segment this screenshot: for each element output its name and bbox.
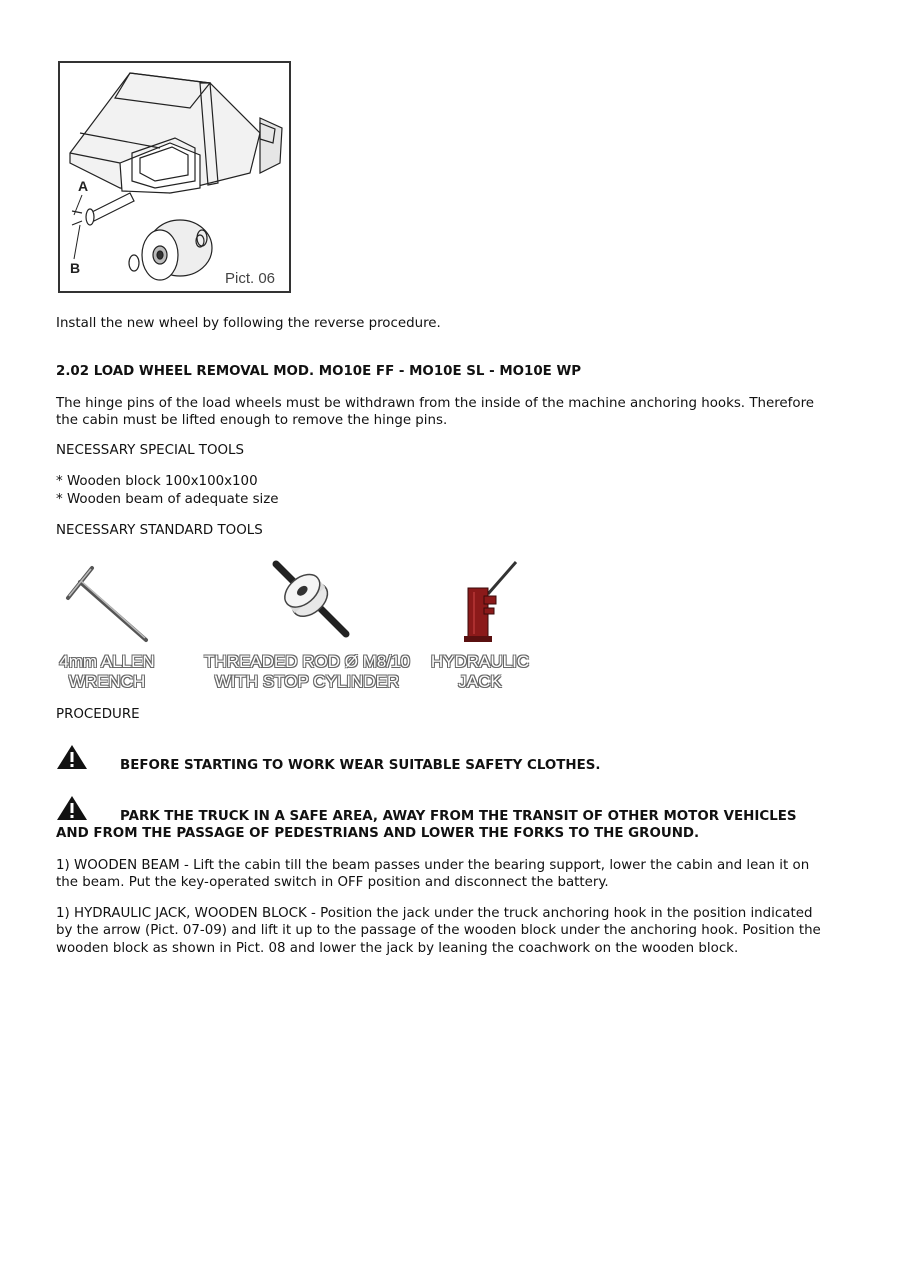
figure-caption: Pict. 06 xyxy=(225,270,276,287)
warning-icon xyxy=(56,744,88,770)
intro-line-2: the cabin must be lifted enough to remove the hinge pins. xyxy=(56,413,448,428)
warning-2-line-2: AND FROM THE PASSAGE OF PEDESTRIANS AND LOWER THE FORKS TO THE GROUND. xyxy=(56,826,700,841)
figure-pict-06 xyxy=(58,61,291,293)
warning-1: BEFORE STARTING TO WORK WEAR SUITABLE SAFETY CLOTHES. xyxy=(120,758,601,773)
procedure-heading: PROCEDURE xyxy=(56,707,140,722)
threaded-rod-icon xyxy=(266,558,356,640)
warning-2-line-1: PARK THE TRUCK IN A SAFE AREA, AWAY FROM THE TRANSIT OF OTHER MOTOR VEHICLES xyxy=(120,809,797,824)
tool-caption-line: WITH STOP CYLINDER xyxy=(214,672,400,691)
label-b: B xyxy=(70,260,81,276)
label-a: A xyxy=(78,178,89,194)
tool-caption-line: HYDRAULIC xyxy=(430,652,530,671)
standard-tools-heading: NECESSARY STANDARD TOOLS xyxy=(56,523,263,538)
step-2-line-3: wooden block as shown in Pict. 08 and lower the jack by leaning the coachwork on the wooden block. xyxy=(56,941,739,956)
tool-caption-allen-wrench xyxy=(48,652,166,692)
special-tools-heading: NECESSARY SPECIAL TOOLS xyxy=(56,443,245,458)
step-2-line-1: 1) HYDRAULIC JACK, WOODEN BLOCK - Position the jack under the truck anchoring hook in the position indicated xyxy=(56,906,813,921)
special-tool-item: * Wooden block 100x100x100 xyxy=(56,474,258,489)
tool-caption-line: WRENCH xyxy=(68,672,146,691)
tool-caption-threaded-rod xyxy=(196,652,418,692)
allen-wrench-icon xyxy=(62,560,156,648)
wheel-assembly-drawing xyxy=(60,63,289,291)
step-1-line-1: 1) WOODEN BEAM - Lift the cabin till the beam passes under the bearing support, lower the cabin and lean it on xyxy=(56,858,810,873)
tool-caption-line: THREADED ROD Ø M8/10 xyxy=(204,652,410,671)
step-2-line-2: by the arrow (Pict. 07-09) and lift it up to the passage of the wooden block under the anchoring hook. Position the xyxy=(56,923,821,938)
intro-line-1: The hinge pins of the load wheels must be withdrawn from the inside of the machine anchoring hooks. Therefore xyxy=(56,396,815,411)
tool-caption-line: 4mm ALLEN xyxy=(59,652,155,671)
section-title: 2.02 LOAD WHEEL REMOVAL MOD. MO10E FF - MO10E SL - MO10E WP xyxy=(56,364,582,379)
tool-caption-line: JACK xyxy=(458,672,502,691)
warning-icon xyxy=(56,795,88,821)
hydraulic-jack-icon xyxy=(454,558,524,644)
step-1-line-2: the beam. Put the key-operated switch in OFF position and disconnect the battery. xyxy=(56,875,609,890)
special-tool-item: * Wooden beam of adequate size xyxy=(56,492,279,507)
tool-caption-hydraulic-jack xyxy=(420,652,540,692)
install-text: Install the new wheel by following the reverse procedure. xyxy=(56,316,441,331)
